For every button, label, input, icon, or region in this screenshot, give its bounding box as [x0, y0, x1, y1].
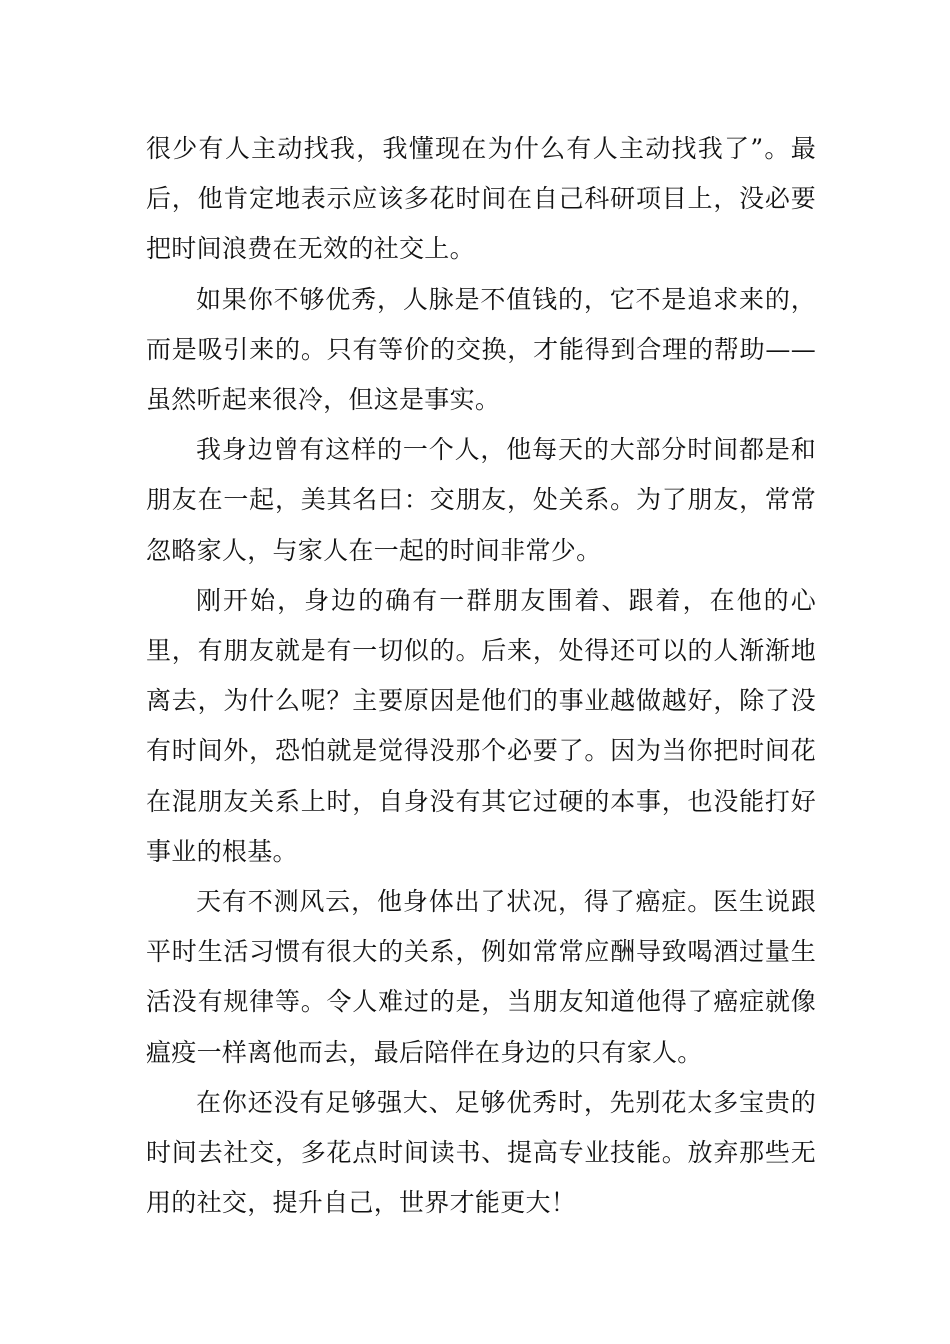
paragraph-illness: 天有不测风云，他身体出了状况，得了癌症。医生说跟平时生活习惯有很大的关系，例如常常应酬导致喝酒过量生活没有规律等。令人难过的是，当朋友知道他得了癌症就像瘟疫一样离他而去，最后陪伴在身边的只有家人。 — [146, 887, 816, 1067]
article-body — [146, 124, 816, 1228]
paragraph-friend-story: 我身边曾有这样的一个人，他每天的大部分时间都是和朋友在一起，美其名曰：交朋友，处关系。为了朋友，常常忽略家人，与家人在一起的时间非常少。 — [146, 435, 816, 565]
paragraph-connections-value: 如果你不够优秀，人脉是不值钱的，它不是追求来的，而是吸引来的。只有等价的交换，才能得到合理的帮助——虽然听起来很冷，但这是事实。 — [146, 284, 816, 415]
paragraph-continued: 很少有人主动找我，我懂现在为什么有人主动找我了”。最后，他肯定地表示应该多花时间在自己科研项目上，没必要把时间浪费在无效的社交上。 — [146, 134, 816, 264]
paragraph-conclusion: 在你还没有足够强大、足够优秀时，先别花太多宝贵的时间去社交，多花点时间读书、提高专业技能。放弃那些无用的社交，提升自己，世界才能更大！ — [146, 1087, 816, 1218]
paragraph-friends-leave: 刚开始，身边的确有一群朋友围着、跟着，在他的心里，有朋友就是有一切似的。后来，处得还可以的人渐渐地离去，为什么呢？主要原因是他们的事业越做越好，除了没有时间外，恐怕就是觉得没那个必要了。因为当你把时间花在混朋友关系上时，自身没有其它过硬的本事，也没能打好事业的根基。 — [146, 585, 816, 866]
